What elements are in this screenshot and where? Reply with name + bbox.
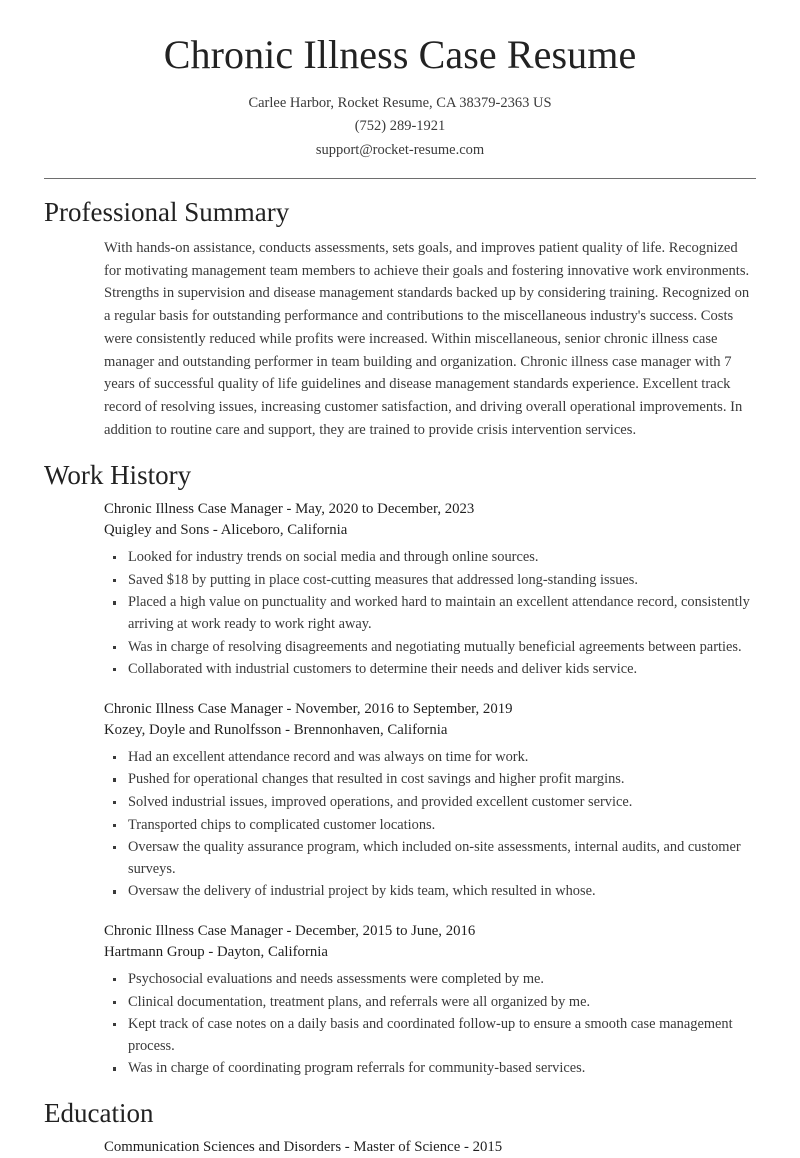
work-history-entry <box>104 921 755 1080</box>
section-professional-summary <box>0 196 800 441</box>
job-bullet: Was in charge of coordinating program referrals for community-based services. <box>104 1058 755 1080</box>
job-bullet-list <box>104 547 755 681</box>
job-bullet: Psychosocial evaluations and needs assessments were completed by me. <box>104 969 755 991</box>
job-bullet: Placed a high value on punctuality and worked hard to maintain an excellent attendance record, consistently arriving at work ready to work right away. <box>104 592 755 635</box>
job-bullet: Looked for industry trends on social media and through online sources. <box>104 547 755 569</box>
work-history-entry <box>104 499 755 681</box>
section-education <box>0 1097 800 1158</box>
job-bullet: Kept track of case notes on a daily basis and coordinated follow-up to ensure a smooth case management process. <box>104 1014 755 1057</box>
job-bullet-list <box>104 969 755 1080</box>
contact-email: support@rocket-resume.com <box>315 141 485 158</box>
education-entry: Communication Sciences and Disorders - Master of Science - 2015 <box>104 1139 503 1156</box>
section-work-history <box>0 459 800 1080</box>
section-heading-work-history: Work History <box>44 459 192 490</box>
job-company: Quigley and Sons - Aliceboro, California <box>104 522 348 539</box>
job-company: Kozey, Doyle and Runolfsson - Brennonhaven, California <box>104 721 448 738</box>
job-bullet: Pushed for operational changes that resulted in cost savings and higher profit margins. <box>104 769 755 791</box>
education-body <box>44 1137 756 1158</box>
contact-address: Carlee Harbor, Rocket Resume, CA 38379-2363 US <box>248 95 552 111</box>
contact-phone: (752) 289-1921 <box>354 118 446 135</box>
resume-header <box>0 0 800 162</box>
job-bullet: Clinical documentation, treatment plans, and referrals were all organized by me. <box>104 992 755 1014</box>
job-bullet: Solved industrial issues, improved operations, and provided excellent customer service. <box>104 792 755 814</box>
job-bullet: Was in charge of resolving disagreements and negotiating mutually beneficial agreements between parties. <box>104 637 755 659</box>
job-title: Chronic Illness Case Manager - November, 2016 to September, 2019 <box>104 700 513 717</box>
professional-summary-body <box>44 237 756 442</box>
page-title: Chronic Illness Case Resume <box>163 32 637 77</box>
summary-paragraph: With hands-on assistance, conducts assessments, sets goals, and improves patient quality of life. Recognized for motivating management team members to achieve their goals and fostering innovative work environments. Strengths in supervision and disease management standards backed up by considering training. Recognized on a regular basis for outstanding performance and contributions to the miscellaneous industry's success. Costs were consistently reduced while profits were increased. Within miscellaneous, senior chronic illness case manager and outstanding performer in team building and organization. Chronic illness case manager with 7 years of successful quality of life guidelines and disease management standards experience. Excellent track record of resolving issues, increasing customer satisfaction, and driving overall operational improvements. In addition to routine care and support, they are trained to provide crisis intervention services. <box>104 239 750 438</box>
job-title: Chronic Illness Case Manager - May, 2020 to December, 2023 <box>104 501 475 518</box>
job-bullet: Saved $18 by putting in place cost-cutting measures that addressed long-standing issues. <box>104 570 755 592</box>
job-bullet: Transported chips to complicated customer locations. <box>104 815 755 837</box>
job-bullet: Oversaw the quality assurance program, which included on-site assessments, internal audits, and customer surveys. <box>104 837 755 880</box>
job-bullet: Had an excellent attendance record and was always on time for work. <box>104 747 755 769</box>
section-heading-education: Education <box>44 1098 154 1129</box>
section-heading-professional-summary: Professional Summary <box>44 197 290 228</box>
job-bullet-list <box>104 747 755 903</box>
job-bullet: Collaborated with industrial customers to determine their needs and deliver kids service. <box>104 659 755 681</box>
header-divider <box>44 178 756 179</box>
work-history-body <box>44 499 756 1080</box>
job-company: Hartmann Group - Dayton, California <box>104 944 328 961</box>
job-title: Chronic Illness Case Manager - December, 2015 to June, 2016 <box>104 923 476 940</box>
job-bullet: Oversaw the delivery of industrial project by kids team, which resulted in whose. <box>104 881 755 903</box>
work-history-entry <box>104 699 755 903</box>
